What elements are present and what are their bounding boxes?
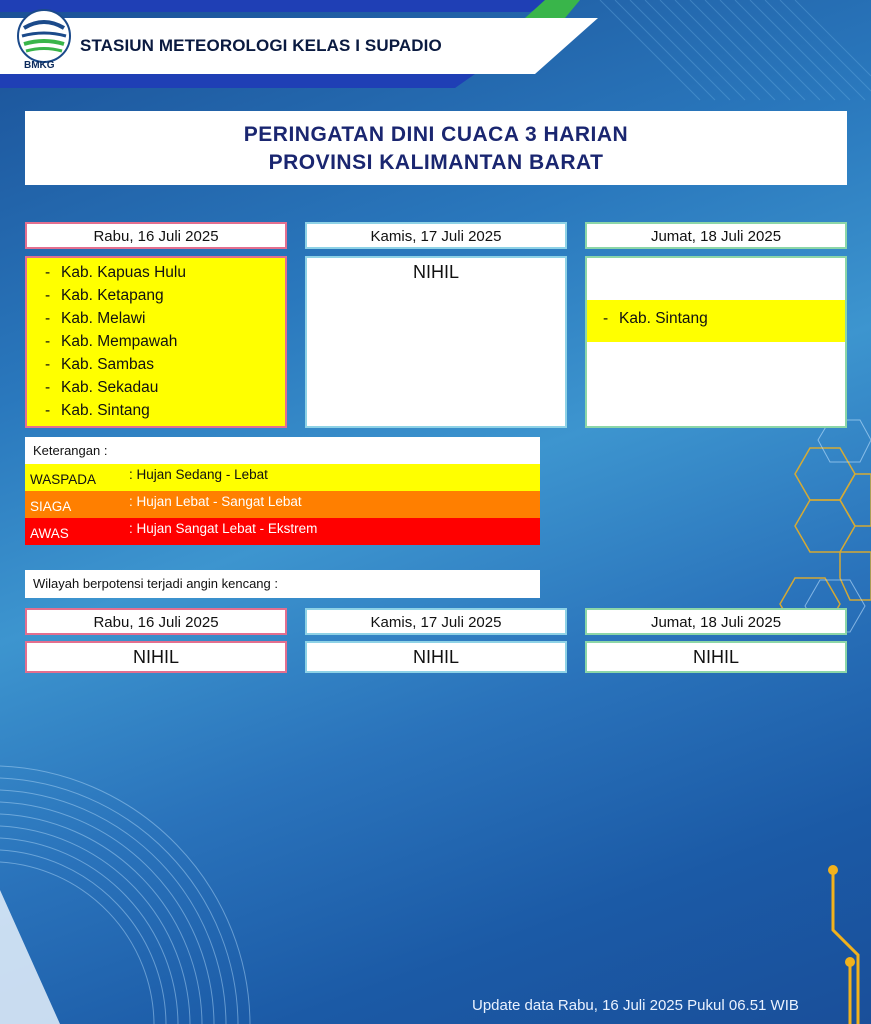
list-item: - Kab. Sambas	[45, 353, 285, 376]
list-item: - Kab. Kapuas Hulu	[45, 261, 285, 284]
logo-text: BMKG	[24, 60, 55, 71]
legend-row-waspada	[25, 464, 540, 491]
title-box	[25, 111, 847, 185]
wind-day-2-header: Kamis, 17 Juli 2025	[305, 608, 567, 635]
day-2-body	[305, 256, 567, 428]
list-item: - Kab. Mempawah	[45, 330, 285, 353]
wind-label-box	[25, 570, 540, 598]
wind-day-3-header: Jumat, 18 Juli 2025	[585, 608, 847, 635]
day-3-header: Jumat, 18 Juli 2025	[585, 222, 847, 249]
wind-day-3-status: NIHIL	[585, 641, 847, 673]
legend-level-desc: : Hujan Sedang - Lebat	[129, 467, 268, 482]
list-item: - Kab. Sintang	[45, 399, 285, 422]
day-1-body	[25, 256, 287, 428]
wind-day-1-status: NIHIL	[25, 641, 287, 673]
list-item: - Kab. Sekadau	[45, 376, 285, 399]
legend-row-siaga	[25, 491, 540, 518]
day-3-warning-band	[587, 300, 845, 342]
list-item: - Kab. Ketapang	[45, 284, 285, 307]
legend	[25, 437, 540, 545]
wind-day-1-header: Rabu, 16 Juli 2025	[25, 608, 287, 635]
legend-level-name: SIAGA	[30, 499, 72, 514]
list-item: - Kab. Sintang	[603, 310, 708, 328]
day-1-header: Rabu, 16 Juli 2025	[25, 222, 287, 249]
update-timestamp: Update data Rabu, 16 Juli 2025 Pukul 06.51 WIB	[472, 997, 799, 1014]
wind-day-2-status: NIHIL	[305, 641, 567, 673]
list-item: - Kab. Melawi	[45, 307, 285, 330]
legend-level-desc: : Hujan Sangat Lebat - Ekstrem	[129, 521, 318, 536]
title-line-2: PROVINSI KALIMANTAN BARAT	[268, 151, 604, 174]
legend-level-name: AWAS	[30, 526, 69, 541]
day-1-area-list	[27, 258, 285, 422]
day-2-status: NIHIL	[412, 262, 459, 282]
day-3-body	[585, 256, 847, 428]
legend-level-name: WASPADA	[30, 472, 97, 487]
day-2-header: Kamis, 17 Juli 2025	[305, 222, 567, 249]
legend-title: Keterangan :	[33, 443, 108, 458]
title-line-1: PERINGATAN DINI CUACA 3 HARIAN	[243, 123, 629, 146]
legend-level-desc: : Hujan Lebat - Sangat Lebat	[129, 494, 302, 509]
legend-row-awas	[25, 518, 540, 545]
station-name: STASIUN METEOROLOGI KELAS I SUPADIO	[80, 36, 442, 55]
wind-label: Wilayah berpotensi terjadi angin kencang :	[33, 576, 278, 591]
